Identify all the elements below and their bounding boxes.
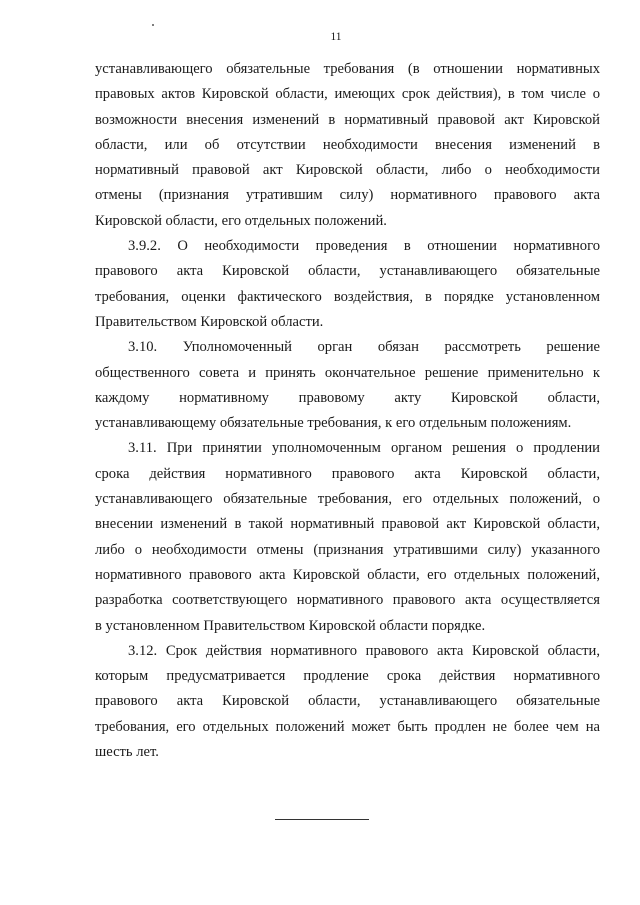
text-line: правового акта Кировской области, устанавливающего обязательные [95,263,600,280]
text-line: разработка соответствующего нормативного правового акта осуществляется [95,592,600,609]
end-separator-line [275,819,369,820]
text-line: области, или об отсутствии необходимости внесения изменений в [95,136,600,153]
document-body [95,57,600,765]
paragraph-continuation [95,57,600,234]
text-line: либо о необходимости отмены (признания утратившими силу) указанного [95,541,600,558]
text-line: нормативный правовой акт Кировской области, либо о необходимости [95,162,600,179]
text-line: 3.9.2. О необходимости проведения в отношении нормативного [128,238,600,255]
paragraph-3-10 [95,335,600,436]
text-line: устанавливающего обязательные требования (в отношении нормативных [95,61,600,77]
text-line: правовых актов Кировской области, имеющих срок действия), в том числе о [95,86,600,103]
text-line: отмены (признания утратившим силу) нормативного правового акта [95,187,600,204]
text-line: правового акта Кировской области, устанавливающего обязательные [95,693,600,710]
text-line: требования, оценки фактического воздействия, в порядке установленном [95,288,600,305]
text-line: в установленном Правительством Кировской области порядке. [95,617,486,634]
paragraph-3-12 [95,639,600,765]
text-line: возможности внесения изменений в нормативный правовой акт Кировской [95,111,600,128]
text-line: требования, его отдельных положений может быть продлен не более чем на [95,718,600,735]
paragraph-3-11 [95,436,600,638]
paragraph-3-9-2 [95,234,600,335]
text-line: срока действия нормативного правового акта Кировской области, [95,465,600,482]
text-line: устанавливающему обязательные требования, к его отдельным положениям. [95,415,572,432]
text-line: 3.12. Срок действия нормативного правового акта Кировской области, [128,642,600,659]
text-line: которым предусматривается продление срока действия нормативного [95,668,600,685]
text-line: каждому нормативному правовому акту Кировской области, [95,389,600,406]
text-line: общественного совета и принять окончательное решение применительно к [95,364,600,381]
text-line: 3.11. При принятии уполномоченным органом решения о продлении [128,440,600,457]
text-line: Правительством Кировской области. [95,313,324,330]
text-line: Кировской области, его отдельных положений. [95,212,387,229]
text-line: шесть лет. [95,744,159,761]
text-line: нормативного правового акта Кировской области, его отдельных положений, [95,566,600,583]
text-line: устанавливающего обязательные требования, его отдельных положений, о [95,491,600,508]
text-line: 3.10. Уполномоченный орган обязан рассмотреть решение [128,339,600,356]
text-line: внесении изменений в такой нормативный правовой акт Кировской области, [95,516,600,533]
page-number: 11 [330,31,342,43]
scan-speck [152,24,154,26]
